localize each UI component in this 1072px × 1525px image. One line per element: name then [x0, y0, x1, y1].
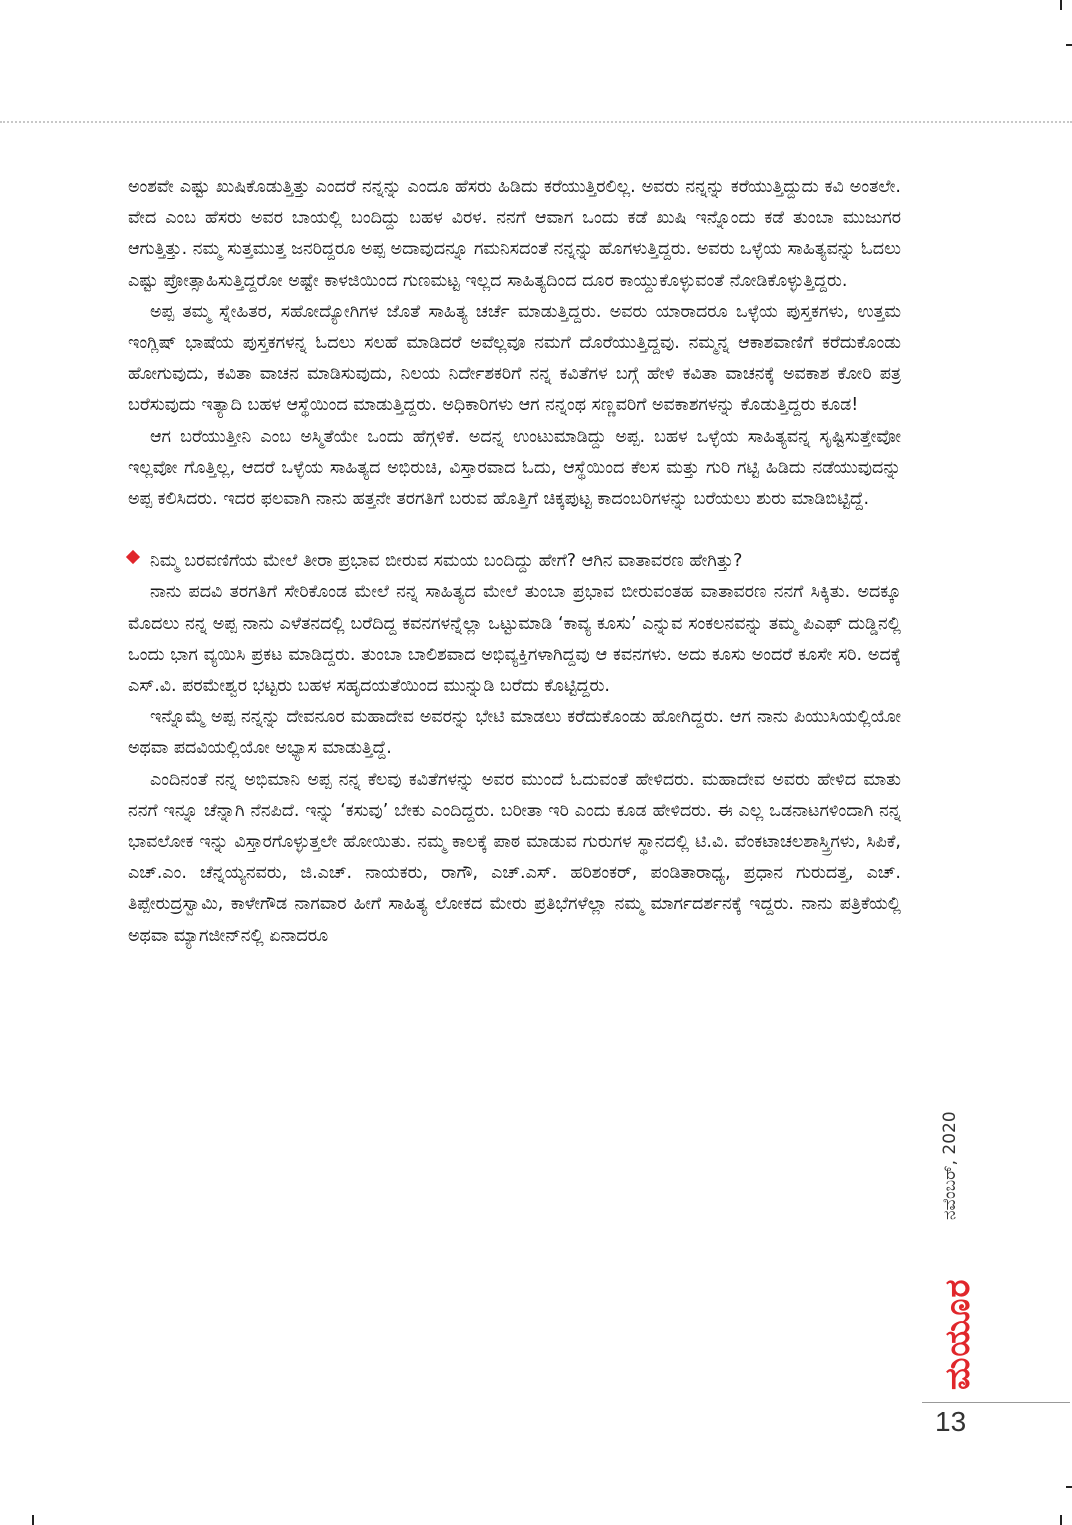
- answer-paragraph: ಎಂದಿನಂತೆ ನನ್ನ ಅಭಿಮಾನಿ ಅಪ್ಪ ನನ್ನ ಕೆಲವು ಕವಿತೆಗಳನ್ನು ಅವರ ಮುಂದೆ ಓದುವಂತೆ ಹೇಳಿದರು. ಮಹಾದೇವ ಅವರು ಹೇಳಿದ ಮಾತು ನನಗೆ ಇನ್ನೂ ಚೆನ್ನಾಗಿ ನೆನಪಿದೆ. ಇನ್ನು ‘ಕಸುವು’ ಬೇಕು ಎಂದಿದ್ದರು. ಬರೀತಾ ಇರಿ ಎಂದು ಕೂಡ ಹೇಳಿದರು. ಈ ಎಲ್ಲ ಒಡನಾಟಗಳಿಂದಾಗಿ ನನ್ನ ಭಾವಲೋಕ ಇನ್ನು ವಿಸ್ತಾರಗೊಳ್ಳುತ್ತಲೇ ಹೋಯಿತು. ನಮ್ಮ ಕಾಲಕ್ಕೆ ಪಾಠ ಮಾಡುವ ಗುರುಗಳ ಸ್ಥಾನದಲ್ಲಿ ಟಿ.ವಿ. ವೆಂಕಟಾಚಲಶಾಸ್ತ್ರಿಗಳು, ಸಿಪಿಕೆ, ಎಚ್.ಎಂ. ಚೆನ್ನಯ್ಯನವರು, ಜಿ.ಎಚ್. ನಾಯಕರು, ರಾಗೌ, ಎಚ್.ಎಸ್. ಹರಿಶಂಕರ್, ಪಂಡಿತಾರಾಧ್ಯ, ಪ್ರಧಾನ ಗುರುದತ್ತ, ಎಚ್. ತಿಪ್ಪೇರುದ್ರಸ್ವಾಮಿ, ಕಾಳೇಗೌಡ ನಾಗವಾರ ಹೀಗೆ ಸಾಹಿತ್ಯ ಲೋಕದ ಮೇರು ಪ್ರತಿಭೆಗಳೆಲ್ಲಾ ನಮ್ಮ ಮಾರ್ಗದರ್ಶನಕ್ಕೆ ಇದ್ದರು. ನಾನು ಪತ್ರಿಕೆಯಲ್ಲಿ ಅಥವಾ ಮ್ಯಾಗಜೀನ್‌ನಲ್ಲಿ ಏನಾದರೂ: [128, 769, 901, 946]
- article-body: [128, 172, 901, 952]
- issue-date-text: ನವೆಂಬರ್, 2020: [940, 1111, 960, 1220]
- header-dotted-rule: [0, 121, 1072, 123]
- article-paragraph: ಆಗ ಬರೆಯುತ್ತೀನಿ ಎಂಬ ಅಸ್ಮಿತೆಯೇ ಒಂದು ಹೆಗ್ಗಳಿಕೆ. ಅದನ್ನ ಉಂಟುಮಾಡಿದ್ದು ಅಪ್ಪ. ಬಹಳ ಒಳ್ಳೆಯ ಸಾಹಿತ್ಯವನ್ನ ಸೃಷ್ಟಿಸುತ್ತೇವೋ ಇಲ್ಲವೋ ಗೊತ್ತಿಲ್ಲ, ಆದರೆ ಒಳ್ಳೆಯ ಸಾಹಿತ್ಯದ ಅಭಿರುಚಿ, ವಿಸ್ತಾರವಾದ ಓದು, ಆಸ್ಥೆಯಿಂದ ಕೆಲಸ ಮತ್ತು ಗುರಿ ಗಟ್ಟಿ ಹಿಡಿದು ನಡೆಯುವುದನ್ನು ಅಪ್ಪ ಕಲಿಸಿದರು. ಇದರ ಫಲವಾಗಿ ನಾನು ಹತ್ತನೇ ತರಗತಿಗೆ ಬರುವ ಹೊತ್ತಿಗೆ ಚಿಕ್ಕಪುಟ್ಟ ಕಾದಂಬರಿಗಳನ್ನು ಬರೆಯಲು ಶುರು ಮಾಡಿಬಿಟ್ಟಿದ್ದೆ.: [128, 426, 901, 510]
- diamond-bullet-icon: [126, 550, 140, 564]
- page-number: 13: [935, 1406, 967, 1437]
- answer-paragraph: ಇನ್ನೊಮ್ಮೆ ಅಪ್ಪ ನನ್ನನ್ನು ದೇವನೂರ ಮಹಾದೇವ ಅವರನ್ನು ಭೇಟಿ ಮಾಡಲು ಕರೆದುಕೊಂಡು ಹೋಗಿದ್ದರು. ಆಗ ನಾನು ಪಿಯುಸಿಯಲ್ಲಿಯೋ ಅಥವಾ ಪದವಿಯಲ್ಲಿಯೋ ಅಭ್ಯಾಸ ಮಾಡುತ್ತಿದ್ದೆ.: [128, 707, 901, 759]
- crop-mark-bottom-right-tick: [1066, 1486, 1072, 1488]
- article-paragraph: ಅಂಶವೇ ಎಷ್ಟು ಖುಷಿಕೊಡುತ್ತಿತ್ತು ಎಂದರೆ ನನ್ನನ್ನು ಎಂದೂ ಹೆಸರು ಹಿಡಿದು ಕರೆಯುತ್ತಿರಲಿಲ್ಲ. ಅವರು ನನ್ನನ್ನು ಕರೆಯುತ್ತಿದ್ದುದು ಕವಿ ಅಂತಲೇ. ವೇದ ಎಂಬ ಹೆಸರು ಅವರ ಬಾಯಲ್ಲಿ ಬಂದಿದ್ದು ಬಹಳ ವಿರಳ. ನನಗೆ ಆವಾಗ ಒಂದು ಕಡೆ ಖುಷಿ ಇನ್ನೊಂದು ಕಡೆ ತುಂಬಾ ಮುಜುಗರ ಆಗುತ್ತಿತ್ತು. ನಮ್ಮ ಸುತ್ತಮುತ್ತ ಜನರಿದ್ದರೂ ಅಪ್ಪ ಅದಾವುದನ್ನೂ ಗಮನಿಸದಂತೆ ನನ್ನನ್ನು ಹೊಗಳುತ್ತಿದ್ದರು. ಅವರು ಒಳ್ಳೆಯ ಸಾಹಿತ್ಯವನ್ನು ಓದಲು ಎಷ್ಟು ಪ್ರೋತ್ಸಾಹಿಸುತ್ತಿದ್ದರೋ ಅಷ್ಟೇ ಕಾಳಜಿಯಿಂದ ಗುಣಮಟ್ಟ ಇಲ್ಲದ ಸಾಹಿತ್ಯದಿಂದ ದೂರ ಕಾಯ್ದುಕೊಳ್ಳುವಂತೆ ನೋಡಿಕೊಳ್ಳುತ್ತಿದ್ದರು.: [128, 177, 901, 291]
- interview-question: [128, 546, 901, 577]
- crop-mark-top-right-tick: [1066, 44, 1072, 46]
- crop-mark-top-right: [1060, 0, 1062, 10]
- footer-rule: [922, 1402, 1070, 1403]
- magazine-name: ಮಯೂರ: [938, 1278, 978, 1390]
- crop-mark-bottom-right: [1060, 1515, 1062, 1525]
- article-paragraph: ಅಪ್ಪ ತಮ್ಮ ಸ್ನೇಹಿತರ, ಸಹೋದ್ಯೋಗಿಗಳ ಜೊತೆ ಸಾಹಿತ್ಯ ಚರ್ಚೆ ಮಾಡುತ್ತಿದ್ದರು. ಅವರು ಯಾರಾದರೂ ಒಳ್ಳೆಯ ಪುಸ್ತಕಗಳು, ಉತ್ತಮ ಇಂಗ್ಲಿಷ್ ಭಾಷೆಯ ಪುಸ್ತಕಗಳನ್ನ ಓದಲು ಸಲಹೆ ಮಾಡಿದರೆ ಅವೆಲ್ಲವೂ ನಮಗೆ ದೊರೆಯುತ್ತಿದ್ದವು. ನಮ್ಮನ್ನ ಆಕಾಶವಾಣಿಗೆ ಕರೆದುಕೊಂಡು ಹೋಗುವುದು, ಕವಿತಾ ವಾಚನ ಮಾಡಿಸುವುದು, ನಿಲಯ ನಿರ್ದೇಶಕರಿಗೆ ನನ್ನ ಕವಿತೆಗಳ ಬಗ್ಗೆ ಹೇಳಿ ಕವಿತಾ ವಾಚನಕ್ಕೆ ಅವಕಾಶ ಕೋರಿ ಪತ್ರ ಬರೆಸುವುದು ಇತ್ಯಾದಿ ಬಹಳ ಆಸ್ಥೆಯಿಂದ ಮಾಡುತ್ತಿದ್ದರು. ಅಧಿಕಾರಿಗಳು ಆಗ ನನ್ನಂಥ ಸಣ್ಣವರಿಗೆ ಅವಕಾಶಗಳನ್ನು ಕೊಡುತ್ತಿದ್ದರು ಕೂಡ!: [128, 301, 901, 416]
- crop-mark-bottom-left: [32, 1515, 34, 1525]
- question-text: ನಿಮ್ಮ ಬರವಣಿಗೆಯ ಮೇಲೆ ತೀರಾ ಪ್ರಭಾವ ಬೀರುವ ಸಮಯ ಬಂದಿದ್ದು ಹೇಗೆ? ಆಗಿನ ವಾತಾವರಣ ಹೇಗಿತ್ತು?: [150, 551, 743, 572]
- answer-paragraph: ನಾನು ಪದವಿ ತರಗತಿಗೆ ಸೇರಿಕೊಂಡ ಮೇಲೆ ನನ್ನ ಸಾಹಿತ್ಯದ ಮೇಲೆ ತುಂಬಾ ಪ್ರಭಾವ ಬೀರುವಂತಹ ವಾತಾವರಣ ನನಗೆ ಸಿಕ್ಕಿತು. ಅದಕ್ಕೂ ಮೊದಲು ನನ್ನ ಅಪ್ಪ ನಾನು ಎಳೆತನದಲ್ಲಿ ಬರೆದಿದ್ದ ಕವನಗಳನ್ನೆಲ್ಲಾ ಒಟ್ಟುಮಾಡಿ ‘ಕಾವ್ಯ ಕೂಸು’ ಎನ್ನುವ ಸಂಕಲನವನ್ನು ತಮ್ಮ ಪಿಎಫ್ ದುಡ್ಡಿನಲ್ಲಿ ಒಂದು ಭಾಗ ವ್ಯಯಿಸಿ ಪ್ರಕಟ ಮಾಡಿದ್ದರು. ತುಂಬಾ ಬಾಲಿಶವಾದ ಅಭಿವ್ಯಕ್ತಿಗಳಾಗಿದ್ದವು ಆ ಕವನಗಳು. ಅದು ಕೂಸು ಅಂದರೆ ಕೂಸೇ ಸರಿ. ಅದಕ್ಕೆ ಎಸ್.ವಿ. ಪರಮೇಶ್ವರ ಭಟ್ಟರು ಬಹಳ ಸಹೃದಯತೆಯಿಂದ ಮುನ್ನುಡಿ ಬರೆದು ಕೊಟ್ಟಿದ್ದರು.: [128, 582, 901, 697]
